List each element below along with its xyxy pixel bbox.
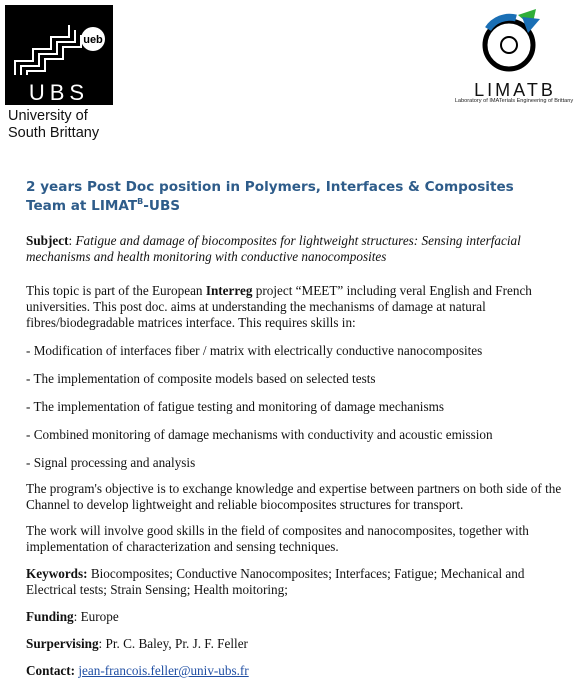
- limatb-name: LIMATB: [474, 80, 556, 100]
- ubs-logo: [5, 5, 113, 105]
- funding-text: : Europe: [73, 609, 119, 624]
- limatb-logo: [468, 5, 550, 79]
- intro-text-2: project “MEET” including veral English and French universities. This post doc. aims at understanding the mechanisms of damage at natural fibres/biodegradable matrices interface. This requires skills in:: [26, 283, 532, 330]
- contact-paragraph: [26, 663, 566, 679]
- title-line-2: [26, 197, 546, 216]
- skill-item: - Signal processing and analysis: [26, 455, 196, 470]
- supervising-text: : Pr. C. Baley, Pr. J. F. Feller: [98, 636, 248, 651]
- subject-label: Subject: [26, 233, 69, 248]
- subject-paragraph: [26, 233, 566, 265]
- ubs-badge-text: ueb: [83, 34, 103, 46]
- subject-sep: :: [68, 233, 76, 248]
- funding-paragraph: [26, 609, 566, 625]
- title-superscript: B: [137, 197, 144, 206]
- title-line-1: 2 years Post Doc position in Polymers, Interfaces & Composites: [26, 179, 514, 195]
- limatb-emblem-icon: [468, 5, 550, 79]
- supervising-paragraph: [26, 636, 566, 652]
- title-line-2-suffix: -UBS: [143, 198, 181, 214]
- funding-label: Funding: [26, 609, 74, 624]
- intro-paragraph: [26, 283, 566, 331]
- keywords-text: Biocomposites; Conductive Nanocomposites; Interfaces; Fatigue; Mechanical and Electrical tests; Strain Sensing; Health moitoring;: [26, 566, 525, 597]
- ubs-caption-line: University of: [8, 108, 88, 124]
- document-body: [26, 233, 566, 679]
- keywords-label: Keywords:: [26, 566, 88, 581]
- page-title: [26, 178, 546, 216]
- skill-item: - Combined monitoring of damage mechanisms with conductivity and acoustic emission: [26, 427, 493, 442]
- ubs-caption: [8, 108, 99, 142]
- supervising-label: Surpervising: [26, 636, 99, 651]
- limatb-full-name: Laboratory of IMATerials Engineering of Brittany: [454, 98, 574, 104]
- contact-email-link[interactable]: jean-francois.feller@univ-ubs.fr: [78, 663, 249, 678]
- skill-item: - The implementation of composite models based on selected tests: [26, 371, 376, 386]
- title-line-2-prefix: Team at LIMAT: [26, 198, 138, 214]
- keywords-paragraph: [26, 566, 566, 598]
- objective-paragraph: The program's objective is to exchange knowledge and expertise between partners on both side of the Channel to develop lightweight and reliable biocomposites structures for transport.: [26, 481, 562, 512]
- intro-text-1: This topic is part of the European: [26, 283, 206, 298]
- skill-item: - Modification of interfaces fiber / matrix with electrically conductive nanocomposites: [26, 343, 483, 358]
- ubs-emblem-icon: [5, 5, 113, 105]
- skill-item: - The implementation of fatigue testing and monitoring of damage mechanisms: [26, 399, 444, 414]
- intro-bold: Interreg: [205, 283, 253, 298]
- work-paragraph: The work will involve good skills in the field of composites and nanocomposites, together with implementation of characterization and sensing techniques.: [26, 523, 529, 554]
- ubs-logo-text: UBS: [28, 80, 90, 105]
- ubs-caption-line: South Brittany: [8, 125, 100, 141]
- contact-label: Contact:: [26, 663, 76, 678]
- subject-text: Fatigue and damage of biocomposites for lightweight structures: Sensing interfacial mechanisms and health monitoring with conductive nanocomposites: [26, 233, 521, 264]
